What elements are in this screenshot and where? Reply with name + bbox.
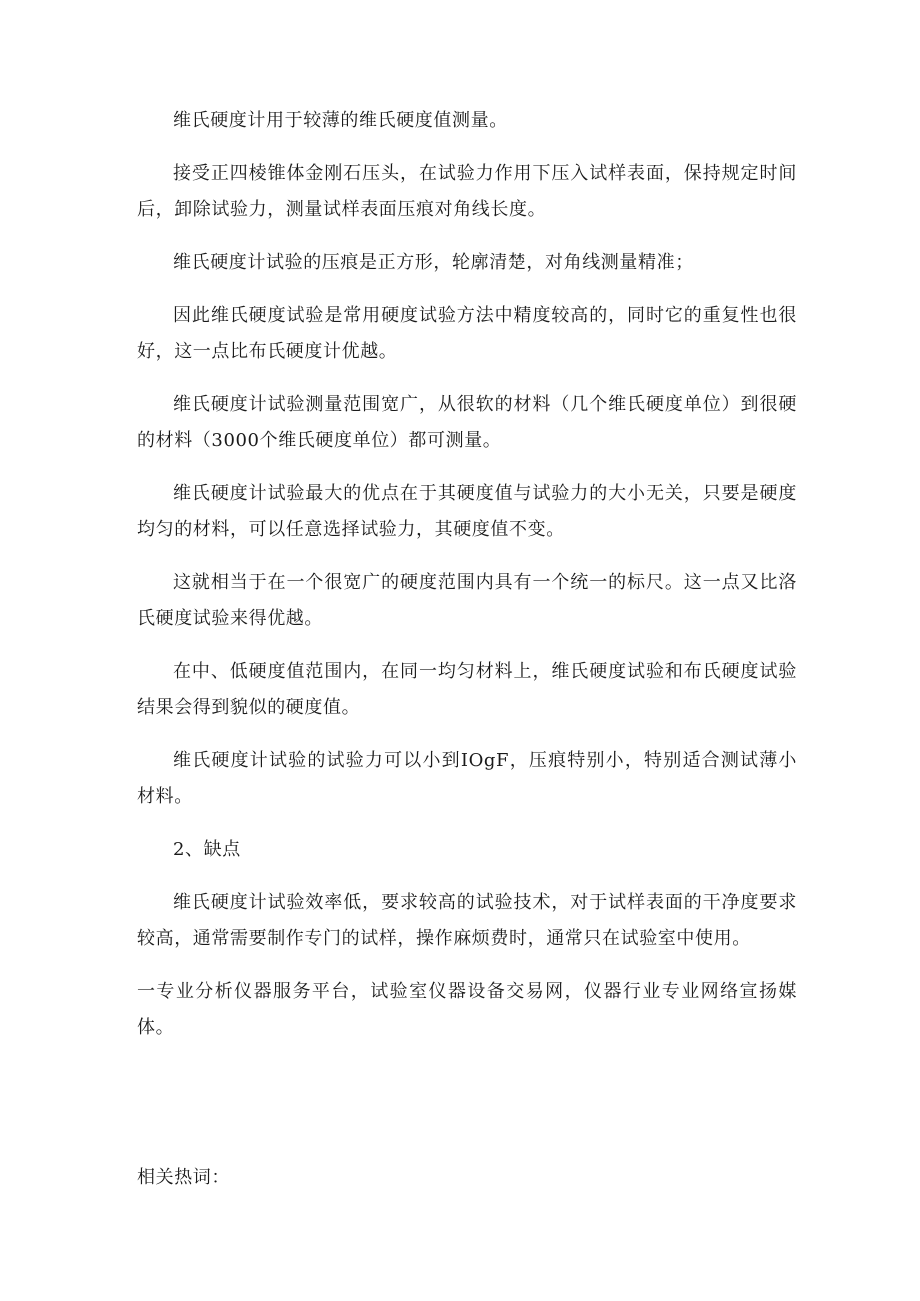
section-heading-drawbacks: 2、缺点	[173, 839, 241, 860]
paragraph-6: 维氏硬度计试验最大的优点在于其硬度值与试验力的大小无关，只要是硬度均匀的材料，可以任意选择试验力，其硬度值不变。	[137, 483, 797, 540]
paragraph-4: 因此维氏硬度试验是常用硬度试验方法中精度较高的，同时它的重复性也很好，这一点比布氏硬度计优越。	[137, 305, 797, 362]
paragraph-1: 维氏硬度计用于较薄的维氏硬度值测量。	[173, 110, 508, 131]
footer-note: 一专业分析仪器服务平台，试验室仪器设备交易网，仪器行业专业网络宣扬媒体。	[137, 981, 797, 1038]
related-keywords-label: 相关热词：	[137, 1167, 230, 1188]
document-body	[137, 103, 797, 1046]
paragraph-10: 维氏硬度计试验效率低，要求较高的试验技术，对于试样表面的干净度要求较高，通常需要制作专门的试样，操作麻烦费时，通常只在试验室中使用。	[137, 892, 797, 949]
paragraph-5: 维氏硬度计试验测量范围宽广，从很软的材料（几个维氏硬度单位）到很硬的材料（3000个维氏硬度单位）都可测量。	[137, 394, 797, 451]
paragraph-8: 在中、低硬度值范围内，在同一均匀材料上，维氏硬度试验和布氏硬度试验结果会得到貌似的硬度值。	[137, 661, 797, 718]
paragraph-2: 接受正四棱锥体金刚石压头，在试验力作用下压入试样表面，保持规定时间后，卸除试验力，测量试样表面压痕对角线长度。	[137, 163, 797, 220]
paragraph-3: 维氏硬度计试验的压痕是正方形，轮廓清楚，对角线测量精准；	[173, 252, 694, 273]
paragraph-7: 这就相当于在一个很宽广的硬度范围内具有一个统一的标尺。这一点又比洛氏硬度试验来得优越。	[137, 572, 797, 629]
paragraph-9: 维氏硬度计试验的试验力可以小到IOgF，压痕特别小，特别适合测试薄小材料。	[137, 750, 797, 807]
